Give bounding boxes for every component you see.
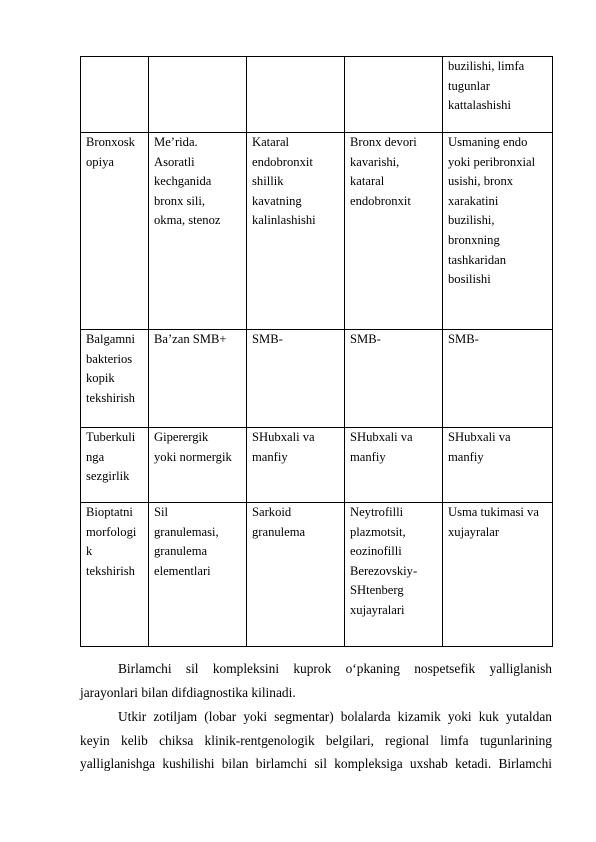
- cell-text-line: nga: [86, 449, 105, 464]
- table-row: [81, 133, 553, 330]
- table-cell: [149, 428, 247, 503]
- table-row: [81, 330, 553, 428]
- cell-text-line: SHubxali va: [252, 430, 315, 444]
- paragraph-line: Birlamchi sil kompleksini kuprok o‘pkaning nospetsefik yalliglanish: [118, 661, 552, 676]
- table-row: [81, 57, 553, 133]
- cell-text-line: endobronxit: [350, 193, 411, 208]
- cell-text-line: manfiy: [448, 449, 484, 464]
- cell-text-line: kopik: [86, 371, 115, 386]
- cell-text-line: Sarkoid: [252, 505, 292, 519]
- cell-text-line: granulemasi,: [154, 524, 219, 539]
- cell-text-line: kechganida: [154, 174, 212, 189]
- table-cell: [81, 503, 149, 647]
- table-cell: [81, 428, 149, 503]
- cell-text-line: kavarishi,: [350, 154, 400, 169]
- cell-text-line: Kataral: [252, 135, 290, 149]
- cell-text-line: Usmaning endo: [448, 135, 528, 149]
- table-cell: [247, 330, 345, 428]
- cell-text-line: plazmotsit,: [350, 524, 406, 539]
- cell-text-line: SHubxali va: [350, 430, 413, 444]
- cell-text-line: bakterios: [86, 351, 133, 366]
- cell-text-line: buzilishi,: [448, 213, 495, 228]
- paragraph-line: yalliglanishga kushilishi bilan birlamchi sil kompleksiga uxshab ketadi. Birlamchi: [80, 756, 552, 771]
- comparison-table: [80, 56, 553, 647]
- cell-text-line: manfiy: [350, 449, 386, 464]
- cell-text-line: yoki normergik: [154, 449, 232, 464]
- cell-text-line: kattalashishi: [448, 98, 511, 113]
- table-body: [81, 57, 553, 647]
- cell-text-line: k: [86, 544, 93, 559]
- table-cell: [149, 503, 247, 647]
- cell-text-line: opiya: [86, 154, 114, 169]
- table-cell: [345, 57, 443, 133]
- table-cell: [443, 428, 553, 503]
- table-cell: [345, 330, 443, 428]
- cell-text-line: buzilishi, limfa: [448, 59, 525, 73]
- cell-text-line: sezgirlik: [86, 469, 130, 484]
- cell-text-line: usishi, bronx: [448, 174, 514, 189]
- cell-text-line: SHubxali va: [448, 430, 511, 444]
- cell-text-line: Asoratli: [154, 154, 195, 169]
- table-cell: [81, 330, 149, 428]
- cell-text-line: bronxning: [448, 232, 500, 247]
- table-cell: [443, 503, 553, 647]
- cell-text-line: Neytrofilli: [350, 505, 404, 519]
- cell-text-line: xujayralari: [350, 602, 405, 617]
- cell-text-line: Giperergik: [154, 430, 209, 444]
- table-cell: [345, 503, 443, 647]
- table-cell: [247, 428, 345, 503]
- table-cell: [247, 57, 345, 133]
- paragraph-line: Utkir zotiljam (lobar yoki segmentar) bolalarda kizamik yoki kuk yutaldan: [118, 709, 552, 724]
- cell-text-line: SMB-: [448, 332, 479, 346]
- cell-text-line: bosilishi: [448, 272, 491, 287]
- cell-text-line: granulema: [252, 524, 306, 539]
- table-cell: [247, 133, 345, 330]
- table-row: [81, 503, 553, 647]
- paragraph-2: [80, 705, 552, 776]
- cell-text-line: tekshirish: [86, 563, 135, 578]
- cell-text-line: okma, stenoz: [154, 213, 221, 228]
- cell-text-line: Bronxosk: [86, 135, 135, 149]
- table-cell: [443, 133, 553, 330]
- table-cell: [345, 133, 443, 330]
- cell-text-line: shillik: [252, 174, 284, 189]
- cell-text-line: bronx sili,: [154, 193, 206, 208]
- paragraph-1: [80, 657, 552, 704]
- cell-text-line: SHtenberg: [350, 583, 404, 598]
- table-row: [81, 428, 553, 503]
- cell-text-line: SMB-: [350, 332, 381, 346]
- cell-text-line: xarakatini: [448, 193, 499, 208]
- cell-text-line: yoki peribronxial: [448, 154, 536, 169]
- paragraph-line: jarayonlari bilan difdiagnostika kilinadi.: [80, 684, 296, 700]
- cell-text-line: Balgamni: [86, 332, 135, 346]
- table-cell: [149, 330, 247, 428]
- cell-text-line: Bronx devori: [350, 135, 417, 149]
- table-cell: [443, 330, 553, 428]
- table-cell: [149, 57, 247, 133]
- cell-text-line: granulema: [154, 544, 208, 559]
- cell-text-line: elementlari: [154, 563, 211, 578]
- cell-text-line: Usma tukimasi va: [448, 505, 539, 519]
- cell-text-line: SMB-: [252, 332, 283, 346]
- cell-text-line: kalinlashishi: [252, 213, 316, 228]
- cell-text-line: endobronxit: [252, 154, 313, 169]
- cell-text-line: Sil: [154, 505, 169, 519]
- cell-text-line: Tuberkuli: [86, 430, 136, 444]
- table-cell: [247, 503, 345, 647]
- cell-text-line: manfiy: [252, 449, 288, 464]
- paragraph-line: keyin kelib chiksa klinik-rentgenologik belgilari, regional limfa tugunlarining: [80, 732, 552, 748]
- cell-text-line: eozinofilli: [350, 544, 402, 559]
- cell-text-line: tekshirish: [86, 390, 135, 405]
- table-cell: [81, 57, 149, 133]
- table-cell: [443, 57, 553, 133]
- cell-text-line: tashkaridan: [448, 252, 507, 267]
- cell-text-line: tugunlar: [448, 78, 490, 93]
- cell-text-line: Me’rida.: [154, 135, 198, 149]
- cell-text-line: xujayralar: [448, 524, 500, 539]
- table-cell: [81, 133, 149, 330]
- table-cell: [345, 428, 443, 503]
- cell-text-line: Bioptatni: [86, 505, 133, 519]
- cell-text-line: kataral: [350, 174, 385, 189]
- table-cell: [149, 133, 247, 330]
- cell-text-line: Berezovskiy-: [350, 563, 418, 578]
- cell-text-line: Ba’zan SMB+: [154, 332, 227, 346]
- cell-text-line: kavatning: [252, 193, 302, 208]
- cell-text-line: morfologi: [86, 524, 137, 539]
